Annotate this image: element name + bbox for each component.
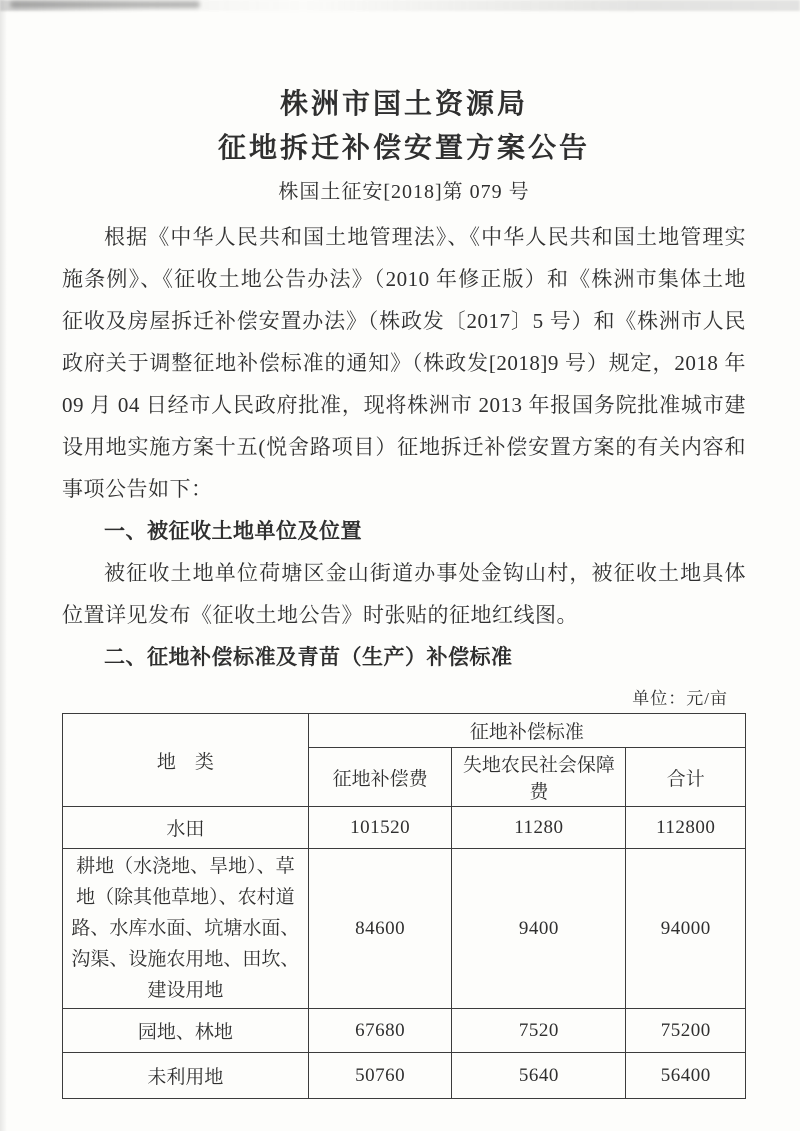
table-row — [63, 849, 746, 1009]
document-title-line2: 征地拆迁补偿安置方案公告 — [217, 133, 590, 164]
cell-land-type: 未利用地 — [63, 1053, 309, 1099]
cell-land-type: 园地、林地 — [63, 1009, 309, 1053]
cell-social-security: 9400 — [452, 849, 626, 1009]
table-header-total: 合计 — [626, 748, 746, 807]
cell-total: 112800 — [626, 807, 746, 849]
table-header-land-type: 地 类 — [63, 714, 309, 807]
cell-compensation: 84600 — [308, 849, 451, 1009]
table-header-compensation: 征地补偿费 — [308, 748, 451, 807]
document-number: 株国土征安[2018]第 079 号 — [278, 181, 530, 203]
cell-social-security: 11280 — [452, 807, 626, 849]
table-header-group: 征地补偿标准 — [308, 714, 745, 748]
cell-social-security: 5640 — [452, 1053, 626, 1099]
table-header-social-security: 失地农民社会保障费 — [452, 748, 626, 807]
table-row — [63, 1009, 746, 1053]
cell-total: 56400 — [626, 1053, 746, 1099]
compensation-table — [62, 713, 746, 1099]
table-row — [63, 807, 746, 849]
table-header-row-group — [63, 714, 746, 748]
table-unit-label: 单位：元/亩 — [632, 689, 728, 708]
section2-heading: 二、征地补偿标准及青苗（生产）补偿标准 — [104, 645, 513, 669]
table-row — [63, 1053, 746, 1099]
cell-compensation: 67680 — [308, 1009, 451, 1053]
cell-social-security: 7520 — [452, 1009, 626, 1053]
section1-paragraph: 被征收土地单位荷塘区金山街道办事处金钩山村，被征收土地具体位置详见发布《征收土地公告》时张贴的征地红线图。 — [62, 561, 746, 627]
cell-land-type: 水田 — [63, 807, 309, 849]
cell-land-type: 耕地（水浇地、旱地）、草地（除其他草地）、农村道路、水库水面、坑塘水面、沟渠、设施农用地、田坎、建设用地 — [63, 849, 309, 1009]
cell-total: 94000 — [626, 849, 746, 1009]
intro-paragraph: 根据《中华人民共和国土地管理法》、《中华人民共和国土地管理实施条例》、《征收土地公告办法》（2010 年修正版）和《株洲市集体土地征收及房屋拆迁补偿安置办法》（株政发〔2017〕5 号）和《株洲市人民政府关于调整征地补偿标准的通知》（株政发[2018]9 号）规定，2018 年 09 月 04 日经市人民政府批准，现将株洲市 2013 年报国务院批准城市建设用地实施方案十五(悦舍路项目）征地拆迁补偿安置方案的有关内容和事项公告如下： — [62, 225, 746, 501]
section1-heading: 一、被征收土地单位及位置 — [104, 519, 362, 543]
document-title-line1: 株洲市国土资源局 — [279, 89, 528, 120]
cell-compensation: 101520 — [308, 807, 451, 849]
cell-total: 75200 — [626, 1009, 746, 1053]
cell-compensation: 50760 — [308, 1053, 451, 1099]
